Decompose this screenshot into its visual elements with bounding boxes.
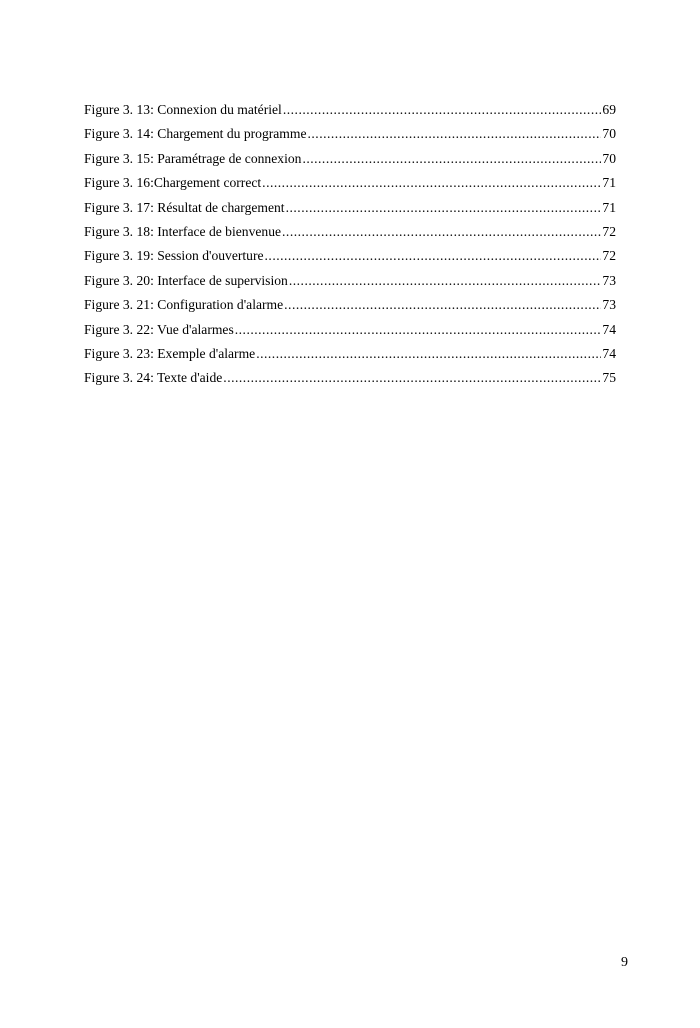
dot-leader — [223, 366, 601, 390]
toc-entry-page: 71 — [602, 199, 616, 215]
toc-entry-title: Figure 3. 16:Chargement correct — [84, 175, 262, 191]
toc-entry[interactable] — [84, 147, 616, 171]
toc-entry-page: 70 — [602, 150, 616, 166]
toc-entry-title: Figure 3. 24: Texte d'aide — [84, 370, 223, 386]
dot-leader — [262, 171, 601, 195]
toc-entry-page: 74 — [602, 321, 616, 337]
dot-leader — [284, 293, 601, 317]
toc-entry-page: 75 — [602, 370, 616, 386]
toc-entry-page: 72 — [602, 223, 616, 239]
dot-leader — [282, 220, 601, 244]
toc-entry[interactable] — [84, 220, 616, 244]
toc-entry[interactable] — [84, 342, 616, 366]
toc-entry[interactable] — [84, 269, 616, 293]
toc-entry[interactable] — [84, 318, 616, 342]
toc-entry[interactable] — [84, 98, 616, 122]
toc-entry-page: 72 — [602, 248, 616, 264]
toc-entry-page: 73 — [602, 297, 616, 313]
toc-entry-page: 74 — [602, 345, 616, 361]
toc-entry-title: Figure 3. 15: Paramétrage de connexion — [84, 150, 302, 166]
toc-entry-page: 71 — [602, 175, 616, 191]
toc-entry-title: Figure 3. 21: Configuration d'alarme — [84, 297, 284, 313]
toc-entry-title: Figure 3. 17: Résultat de chargement — [84, 199, 285, 215]
toc-entry-title: Figure 3. 20: Interface de supervision — [84, 272, 288, 288]
toc-entry-title: Figure 3. 22: Vue d'alarmes — [84, 321, 234, 337]
dot-leader — [265, 244, 602, 268]
toc-entry-title: Figure 3. 13: Connexion du matériel — [84, 102, 282, 117]
dot-leader — [308, 122, 602, 146]
toc-entry-title: Figure 3. 19: Session d'ouverture — [84, 248, 264, 264]
toc-entry[interactable] — [84, 244, 616, 268]
toc-entry[interactable] — [84, 122, 616, 146]
toc-entry[interactable] — [84, 196, 616, 220]
toc-entry[interactable] — [84, 171, 616, 195]
dot-leader — [256, 342, 601, 366]
toc-entry-title: Figure 3. 14: Chargement du programme — [84, 126, 307, 142]
dot-leader — [286, 196, 602, 220]
toc-entry-title: Figure 3. 18: Interface de bienvenue — [84, 223, 282, 239]
toc-entry-page: 73 — [602, 272, 616, 288]
toc-entry-page: 69 — [602, 102, 616, 117]
toc-entry-title: Figure 3. 23: Exemple d'alarme — [84, 345, 256, 361]
toc-entry[interactable] — [84, 293, 616, 317]
toc-entry-page: 70 — [602, 126, 616, 142]
toc-entry[interactable] — [84, 366, 616, 390]
dot-leader — [302, 147, 601, 171]
dot-leader — [289, 269, 602, 293]
page-number: 9 — [621, 955, 628, 970]
dot-leader — [283, 98, 602, 122]
table-of-figures — [84, 98, 616, 391]
dot-leader — [235, 318, 602, 342]
